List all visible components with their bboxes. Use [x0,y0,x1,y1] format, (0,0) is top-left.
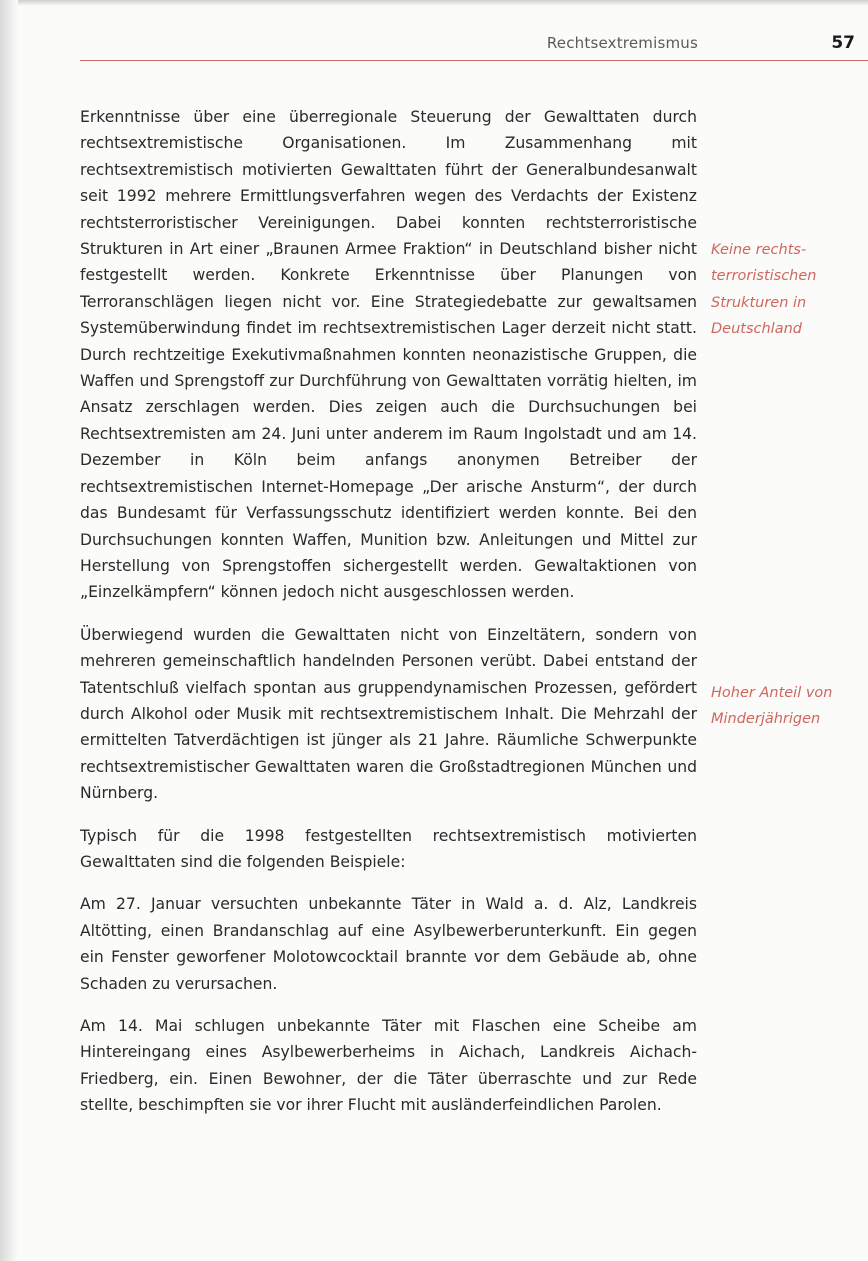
paragraph-5: Am 14. Mai schlugen unbekannte Täter mit Flaschen eine Scheibe am Hintereingang eines Asylbewerberheims in Aichach, Landkreis Aichach-Friedberg, ein. Einen Bewohner, der die Täter überraschte und zur Rede stellte, beschimpften sie vor ihrer Flucht mit ausländerfeindlichen Parolen. [80,1017,697,1115]
page-number: 57 [831,33,855,53]
margin-note-keine-strukturen: Keine rechtsterroristischen Strukturen in Deutschland [711,242,817,338]
paragraph-1: Erkenntnisse über eine überregionale Steuerung der Gewalttaten durch rechtsextremistische Organisationen. Im Zusammenhang mit rechtsextremistisch motivierten Gewalttaten führt der Generalbundesanwalt seit 1992 mehrere Ermittlungsverfahren wegen des Verdachts der Existenz rechtsterroristischer Vereinigungen. Dabei konnten rechtsterroristische Strukturen in Art einer „Braunen Armee Fraktion“ in Deutschland bisher nicht festgestellt werden. Konkrete Erkenntnisse über Planungen von Terroranschlägen liegen nicht vor. Eine Strategiedebatte zur gewaltsamen Systemüberwindung findet im rechtsextremistischen Lager derzeit nicht statt. Durch rechtzeitige Exekutivmaßnahmen konnten neonazistische Gruppen, die Waffen und Sprengstoff zur Durchführung von Gewalttaten vorrätig hielten, im Ansatz zerschlagen werden. Dies zeigen auch die Durchsuchungen bei Rechtsextremisten am 24. Juni unter anderem im Raum Ingolstadt und am 14. Dezember in Köln beim anfangs anonymen Betreiber der rechtsextremistischen Internet-Homepage „Der arische Ansturm“, der durch das Bundesamt für Verfassungsschutz identifiziert werden konnte. Bei den Durchsuchungen konnten Waffen, Munition bzw. Anleitungen und Mittel zur Herstellung von Sprengstoffen sichergestellt werden. Gewaltaktionen von „Einzelkämpfern“ können jedoch nicht ausgeschlossen werden. [80,108,697,602]
running-header-title: Rechtsextremismus [546,34,698,52]
header-rule [80,60,868,61]
paragraph-4: Am 27. Januar versuchten unbekannte Täter in Wald a. d. Alz, Landkreis Altötting, einen Brandanschlag auf eine Asylbewerberunterkunft. Ein gegen ein Fenster geworfener Molotowcocktail brannte vor dem Gebäude ab, ohne Schaden zu verursachen. [80,895,697,993]
paragraph-3: Typisch für die 1998 festgestellten rechtsextremistisch motivierten Gewalttaten sind die folgenden Beispiele: [80,826,697,871]
page-binding-edge [0,0,18,1261]
paragraph-2: Überwiegend wurden die Gewalttaten nicht von Einzeltätern, sondern von mehreren gemeinschaftlich handelnden Personen verübt. Dabei entstand der Tatentschluß vielfach spontan aus gruppendynamischen Prozessen, gefördert durch Alkohol oder Musik mit rechtsextremistischem Inhalt. Die Mehrzahl der ermittelten Tatverdächtigen ist jünger als 21 Jahre. Räumliche Schwerpunkte rechtsextremistischer Gewalttaten waren die Großstadtregionen München und Nürnberg. [80,625,697,803]
page-top-edge [0,0,868,6]
body-text [80,104,697,1135]
margin-note-minderjaehrige: Hoher Anteil von Minderjährigen [711,685,833,728]
